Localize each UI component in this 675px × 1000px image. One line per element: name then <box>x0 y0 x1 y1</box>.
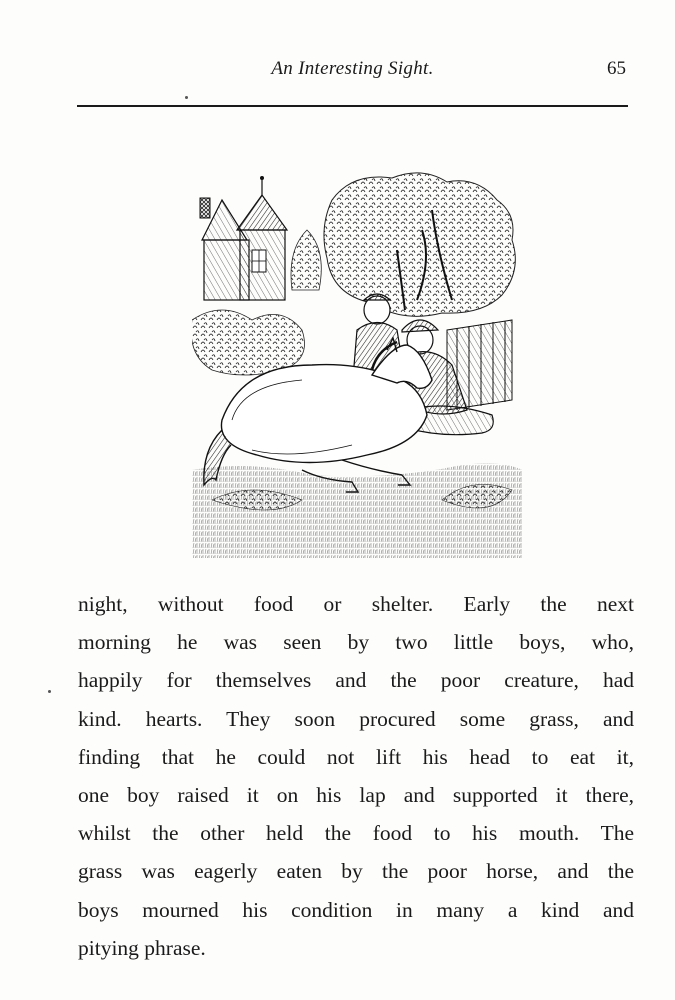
text-line: happily for themselves and the poor creature, had <box>78 668 634 693</box>
text-line: one boy raised it on his lap and supported it there, <box>78 782 634 807</box>
horse-and-boys-engraving-icon <box>192 170 522 558</box>
text-line: finding that he could not lift his head to eat it, <box>78 744 634 769</box>
text-line: whilst the other held the food to his mouth. The <box>78 821 634 846</box>
print-speck <box>48 690 51 693</box>
text-line: grass was eagerly eaten by the poor horse, and the <box>78 859 634 884</box>
text-line: morning he was seen by two little boys, who, <box>78 630 634 655</box>
text-line: kind. hearts. They soon procured some grass, and <box>78 706 634 731</box>
running-head <box>77 58 628 86</box>
text-line: boys mourned his condition in many a kind and <box>78 897 634 922</box>
page-number: 65 <box>607 58 626 79</box>
print-speck <box>185 96 188 99</box>
text-line: pitying phrase. <box>78 935 206 960</box>
text-line: night, without food or shelter. Early the next <box>78 592 634 616</box>
running-title: An Interesting Sight. <box>271 58 434 79</box>
body-paragraph <box>78 585 634 967</box>
engraving-illustration <box>192 170 522 558</box>
header-rule <box>77 105 628 107</box>
